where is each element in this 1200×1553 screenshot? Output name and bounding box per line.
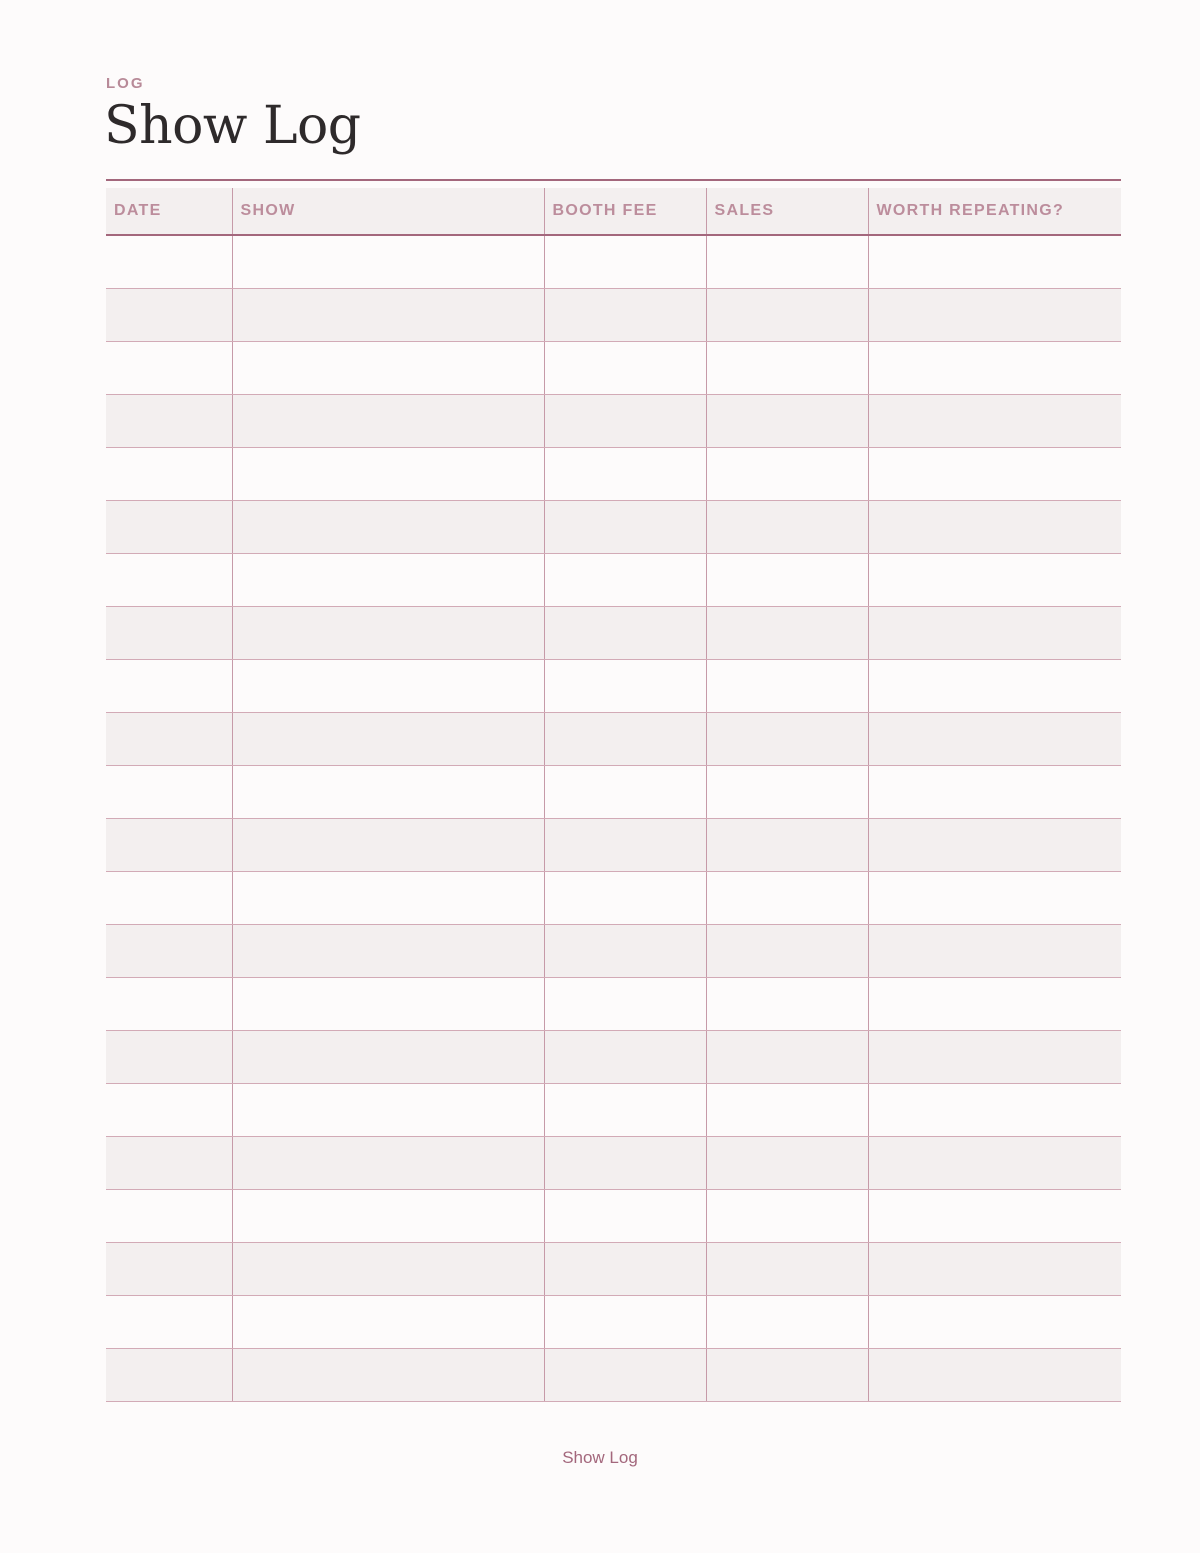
booth-fee-cell[interactable] (544, 925, 706, 978)
show-cell[interactable] (232, 395, 544, 448)
sales-cell[interactable] (706, 925, 868, 978)
column-header-sales: SALES (706, 188, 868, 235)
date-cell[interactable] (106, 1243, 232, 1296)
show-cell[interactable] (232, 978, 544, 1031)
table-row (106, 395, 1121, 448)
date-cell[interactable] (106, 554, 232, 607)
sales-cell[interactable] (706, 342, 868, 395)
show-cell[interactable] (232, 1031, 544, 1084)
date-cell[interactable] (106, 766, 232, 819)
table-row (106, 819, 1121, 872)
show-cell[interactable] (232, 1243, 544, 1296)
worth-repeating-cell[interactable] (868, 1031, 1121, 1084)
worth-repeating-cell[interactable] (868, 1084, 1121, 1137)
table-row (106, 978, 1121, 1031)
booth-fee-cell[interactable] (544, 978, 706, 1031)
sales-cell[interactable] (706, 1031, 868, 1084)
show-cell[interactable] (232, 819, 544, 872)
date-cell[interactable] (106, 925, 232, 978)
show-cell[interactable] (232, 925, 544, 978)
date-cell[interactable] (106, 501, 232, 554)
sales-cell[interactable] (706, 554, 868, 607)
booth-fee-cell[interactable] (544, 235, 706, 289)
show-cell[interactable] (232, 289, 544, 342)
sales-cell[interactable] (706, 235, 868, 289)
show-cell[interactable] (232, 766, 544, 819)
show-cell[interactable] (232, 342, 544, 395)
date-cell[interactable] (106, 1137, 232, 1190)
booth-fee-cell[interactable] (544, 1031, 706, 1084)
date-cell[interactable] (106, 978, 232, 1031)
date-cell[interactable] (106, 235, 232, 289)
sales-cell[interactable] (706, 395, 868, 448)
sales-cell[interactable] (706, 501, 868, 554)
date-cell[interactable] (106, 1296, 232, 1349)
sales-cell[interactable] (706, 766, 868, 819)
worth-repeating-cell[interactable] (868, 1190, 1121, 1243)
table-row (106, 1243, 1121, 1296)
sales-cell[interactable] (706, 1137, 868, 1190)
show-cell[interactable] (232, 235, 544, 289)
booth-fee-cell[interactable] (544, 501, 706, 554)
date-cell[interactable] (106, 660, 232, 713)
table-row (106, 289, 1121, 342)
sales-cell[interactable] (706, 289, 868, 342)
worth-repeating-cell[interactable] (868, 448, 1121, 501)
worth-repeating-cell[interactable] (868, 1349, 1121, 1402)
sales-cell[interactable] (706, 872, 868, 925)
table-row (106, 607, 1121, 660)
table-row (106, 342, 1121, 395)
table-body (106, 235, 1121, 1402)
worth-repeating-cell[interactable] (868, 501, 1121, 554)
column-header-worth-repeating: WORTH REPEATING? (868, 188, 1121, 235)
page-footer: Show Log (562, 1448, 638, 1467)
sales-cell[interactable] (706, 713, 868, 766)
sales-cell[interactable] (706, 1296, 868, 1349)
show-cell[interactable] (232, 713, 544, 766)
worth-repeating-cell[interactable] (868, 235, 1121, 289)
table-row (106, 925, 1121, 978)
table-header-row (106, 188, 1121, 235)
worth-repeating-cell[interactable] (868, 872, 1121, 925)
booth-fee-cell[interactable] (544, 607, 706, 660)
table-row (106, 1031, 1121, 1084)
booth-fee-cell[interactable] (544, 1137, 706, 1190)
worth-repeating-cell[interactable] (868, 1296, 1121, 1349)
table-row (106, 1296, 1121, 1349)
booth-fee-cell[interactable] (544, 766, 706, 819)
worth-repeating-cell[interactable] (868, 925, 1121, 978)
sales-cell[interactable] (706, 1084, 868, 1137)
show-cell[interactable] (232, 1190, 544, 1243)
booth-fee-cell[interactable] (544, 1296, 706, 1349)
date-cell[interactable] (106, 713, 232, 766)
worth-repeating-cell[interactable] (868, 978, 1121, 1031)
table-row (106, 1137, 1121, 1190)
table-row (106, 554, 1121, 607)
table-row (106, 1084, 1121, 1137)
worth-repeating-cell[interactable] (868, 554, 1121, 607)
date-cell[interactable] (106, 1190, 232, 1243)
date-cell[interactable] (106, 872, 232, 925)
date-cell[interactable] (106, 395, 232, 448)
date-cell[interactable] (106, 1349, 232, 1402)
column-header-date: DATE (106, 188, 232, 235)
date-cell[interactable] (106, 289, 232, 342)
sales-cell[interactable] (706, 448, 868, 501)
sales-cell[interactable] (706, 660, 868, 713)
show-cell[interactable] (232, 501, 544, 554)
worth-repeating-cell[interactable] (868, 713, 1121, 766)
show-log-table (106, 188, 1121, 1402)
table-row (106, 713, 1121, 766)
worth-repeating-cell[interactable] (868, 660, 1121, 713)
show-cell[interactable] (232, 1349, 544, 1402)
show-cell[interactable] (232, 607, 544, 660)
date-cell[interactable] (106, 448, 232, 501)
table-row (106, 448, 1121, 501)
date-cell[interactable] (106, 1084, 232, 1137)
booth-fee-cell[interactable] (544, 1190, 706, 1243)
page-title: Show Log (104, 96, 361, 156)
page-eyebrow: LOG (106, 75, 145, 92)
table-row (106, 660, 1121, 713)
booth-fee-cell[interactable] (544, 660, 706, 713)
booth-fee-cell[interactable] (544, 1243, 706, 1296)
booth-fee-cell[interactable] (544, 713, 706, 766)
worth-repeating-cell[interactable] (868, 607, 1121, 660)
worth-repeating-cell[interactable] (868, 1137, 1121, 1190)
show-cell[interactable] (232, 1084, 544, 1137)
date-cell[interactable] (106, 1031, 232, 1084)
title-divider (106, 179, 1121, 181)
worth-repeating-cell[interactable] (868, 395, 1121, 448)
date-cell[interactable] (106, 819, 232, 872)
worth-repeating-cell[interactable] (868, 819, 1121, 872)
worth-repeating-cell[interactable] (868, 342, 1121, 395)
booth-fee-cell[interactable] (544, 448, 706, 501)
show-cell[interactable] (232, 872, 544, 925)
column-header-show: SHOW (232, 188, 544, 235)
sales-cell[interactable] (706, 607, 868, 660)
show-cell[interactable] (232, 448, 544, 501)
worth-repeating-cell[interactable] (868, 289, 1121, 342)
table-row (106, 872, 1121, 925)
booth-fee-cell[interactable] (544, 342, 706, 395)
column-header-booth-fee: BOOTH FEE (544, 188, 706, 235)
booth-fee-cell[interactable] (544, 395, 706, 448)
table-row (106, 1349, 1121, 1402)
sales-cell[interactable] (706, 1349, 868, 1402)
show-cell[interactable] (232, 554, 544, 607)
sales-cell[interactable] (706, 1243, 868, 1296)
sales-cell[interactable] (706, 819, 868, 872)
booth-fee-cell[interactable] (544, 554, 706, 607)
table-row (106, 501, 1121, 554)
show-cell[interactable] (232, 660, 544, 713)
sales-cell[interactable] (706, 978, 868, 1031)
booth-fee-cell[interactable] (544, 1349, 706, 1402)
date-cell[interactable] (106, 342, 232, 395)
table-row (106, 235, 1121, 289)
table-row (106, 1190, 1121, 1243)
booth-fee-cell[interactable] (544, 1084, 706, 1137)
booth-fee-cell[interactable] (544, 819, 706, 872)
worth-repeating-cell[interactable] (868, 766, 1121, 819)
sales-cell[interactable] (706, 1190, 868, 1243)
worth-repeating-cell[interactable] (868, 1243, 1121, 1296)
table-row (106, 766, 1121, 819)
date-cell[interactable] (106, 607, 232, 660)
show-cell[interactable] (232, 1296, 544, 1349)
show-cell[interactable] (232, 1137, 544, 1190)
booth-fee-cell[interactable] (544, 289, 706, 342)
booth-fee-cell[interactable] (544, 872, 706, 925)
